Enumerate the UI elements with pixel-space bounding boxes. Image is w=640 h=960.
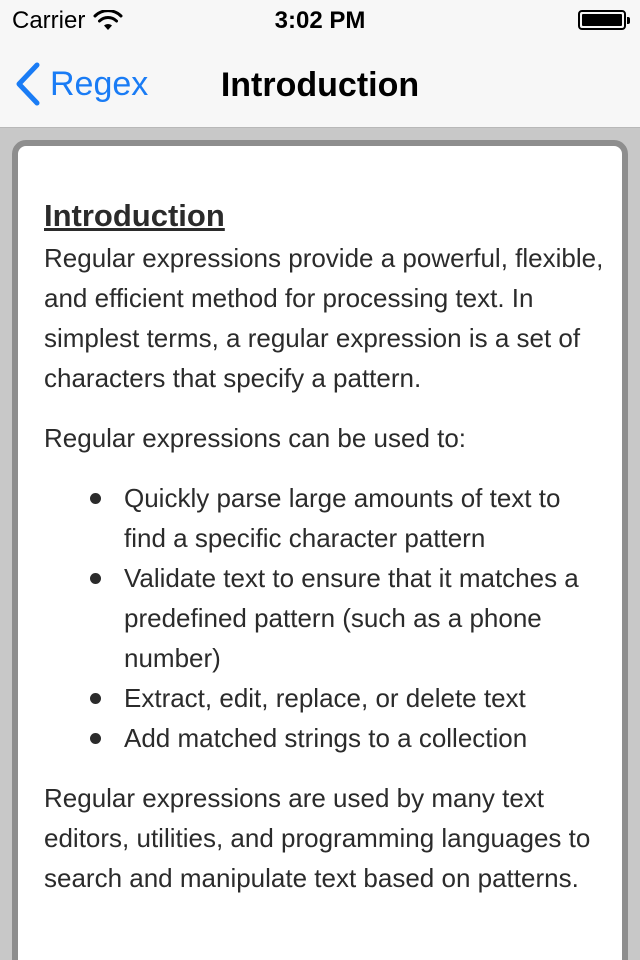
article-content [44,194,604,898]
top-bar [0,0,640,128]
bullet-list [44,478,604,758]
list-item: Add matched strings to a collection [124,718,604,758]
content-card[interactable] [12,140,628,960]
list-item: Extract, edit, replace, or delete text [124,678,604,718]
status-time: 3:02 PM [274,7,366,34]
navigation-bar [0,40,640,128]
status-bar [0,0,640,40]
article-paragraph-2: Regular expressions can be used to: [44,423,467,453]
battery-icon [578,10,626,30]
list-item: Quickly parse large amounts of text to find a specific character pattern [124,478,604,558]
article-heading: Introduction [44,198,225,233]
battery-fill [582,14,622,26]
article-paragraph-3: Regular expressions are used by many text editors, utilities, and programming languages to search and manipulate text based on patterns. [44,783,591,893]
list-item: Validate text to ensure that it matches a predefined pattern (such as a phone number) [124,558,604,678]
back-button-label: Regex [50,64,149,103]
article-paragraph-1: Regular expressions provide a powerful, flexible, and efficient method for processing text. In simplest terms, a regular expression is a set of characters that specify a pattern. [44,243,604,393]
carrier-label: Carrier [12,7,86,34]
nav-title: Introduction [220,66,420,104]
battery-nub [627,17,630,24]
